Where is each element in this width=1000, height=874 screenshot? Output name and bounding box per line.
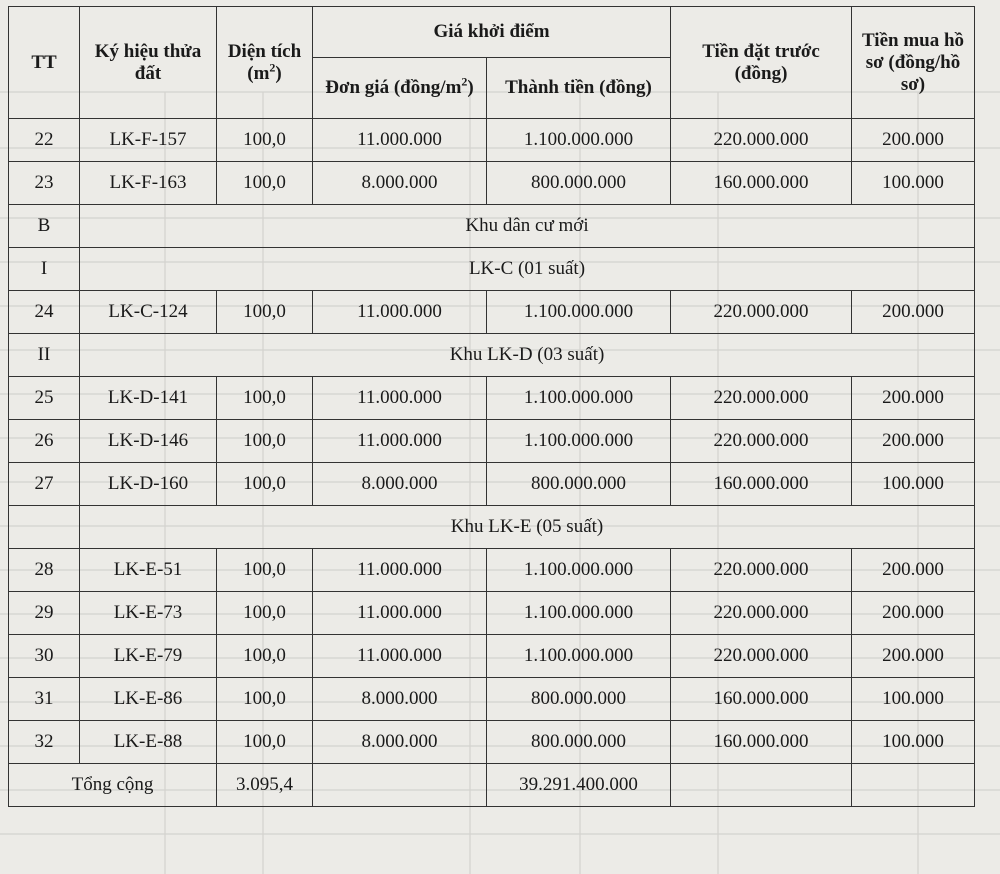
cell-area: 100,0 [217,119,313,162]
dien-tich-sup: 2 [269,60,276,75]
cell-area: 100,0 [217,635,313,678]
cell-total: 1.100.000.000 [487,119,671,162]
cell-deposit: 160.000.000 [671,463,852,506]
section-row-b [9,205,975,248]
cell-code: LK-D-146 [80,420,217,463]
cell-deposit: 220.000.000 [671,119,852,162]
cell-code: LK-C-124 [80,291,217,334]
cell-deposit: 220.000.000 [671,291,852,334]
total-row [9,764,975,807]
cell-price: 11.000.000 [313,420,487,463]
table-row [9,721,975,764]
section-label: Khu dân cư mới [80,205,975,248]
cell-fee: 200.000 [852,119,975,162]
cell-fee: 200.000 [852,549,975,592]
cell-area: 100,0 [217,678,313,721]
don-gia-close: ) [467,77,474,98]
cell-tt: 24 [9,291,80,334]
table-row [9,592,975,635]
cell-price: 8.000.000 [313,162,487,205]
table-row [9,678,975,721]
total-empty-fee [852,764,975,807]
cell-fee: 100.000 [852,678,975,721]
cell-price: 8.000.000 [313,463,487,506]
section-tt: B [9,205,80,248]
cell-deposit: 160.000.000 [671,162,852,205]
cell-area: 100,0 [217,420,313,463]
cell-area: 100,0 [217,377,313,420]
cell-fee: 200.000 [852,592,975,635]
total-empty-price [313,764,487,807]
group-row-lk-c [9,248,975,291]
cell-deposit: 220.000.000 [671,635,852,678]
cell-price: 8.000.000 [313,721,487,764]
cell-area: 100,0 [217,721,313,764]
table-row [9,549,975,592]
cell-tt: 22 [9,119,80,162]
table-row [9,635,975,678]
dien-tich-close: ) [275,62,282,84]
cell-deposit: 220.000.000 [671,549,852,592]
don-gia-sup: 2 [461,74,468,89]
total-empty-deposit [671,764,852,807]
cell-fee: 100.000 [852,162,975,205]
don-gia-text: Đơn giá (đồng/m [325,77,462,98]
cell-tt: 26 [9,420,80,463]
cell-total: 800.000.000 [487,678,671,721]
land-price-table [8,6,975,807]
cell-fee: 200.000 [852,420,975,463]
cell-code: LK-E-88 [80,721,217,764]
table-row [9,119,975,162]
total-area: 3.095,4 [217,764,313,807]
group-row-lk-d [9,334,975,377]
cell-fee: 200.000 [852,635,975,678]
col-header-dien-tich [217,7,313,119]
col-header-tt: TT [9,7,80,119]
cell-total: 800.000.000 [487,463,671,506]
cell-total: 800.000.000 [487,162,671,205]
cell-price: 11.000.000 [313,549,487,592]
col-header-don-gia [313,58,487,119]
cell-deposit: 160.000.000 [671,721,852,764]
group-label: Khu LK-D (03 suất) [80,334,975,377]
total-amount: 39.291.400.000 [487,764,671,807]
cell-deposit: 220.000.000 [671,592,852,635]
cell-tt: 25 [9,377,80,420]
cell-area: 100,0 [217,162,313,205]
cell-tt: 27 [9,463,80,506]
cell-tt: 28 [9,549,80,592]
cell-code: LK-F-163 [80,162,217,205]
col-header-ky-hieu: Ký hiệu thửa đất [80,7,217,119]
cell-tt: 23 [9,162,80,205]
cell-fee: 200.000 [852,377,975,420]
cell-area: 100,0 [217,592,313,635]
cell-code: LK-E-51 [80,549,217,592]
cell-tt: 31 [9,678,80,721]
cell-tt: 32 [9,721,80,764]
cell-area: 100,0 [217,291,313,334]
cell-tt: 30 [9,635,80,678]
cell-tt: 29 [9,592,80,635]
group-row-lk-e [9,506,975,549]
cell-deposit: 220.000.000 [671,420,852,463]
group-label: LK-C (01 suất) [80,248,975,291]
cell-price: 11.000.000 [313,119,487,162]
col-header-tien-mua-ho-so: Tiền mua hồ sơ (đồng/hồ sơ) [852,7,975,119]
cell-code: LK-F-157 [80,119,217,162]
cell-deposit: 220.000.000 [671,377,852,420]
cell-total: 1.100.000.000 [487,549,671,592]
total-label: Tổng cộng [9,764,217,807]
cell-total: 1.100.000.000 [487,377,671,420]
cell-fee: 100.000 [852,463,975,506]
cell-total: 1.100.000.000 [487,635,671,678]
cell-code: LK-E-86 [80,678,217,721]
group-tt [9,506,80,549]
col-header-tien-dat-truoc: Tiền đặt trước (đồng) [671,7,852,119]
cell-deposit: 160.000.000 [671,678,852,721]
dien-tich-text: Diện tích (m [227,40,302,84]
cell-code: LK-E-79 [80,635,217,678]
cell-fee: 100.000 [852,721,975,764]
col-header-gia-khoi-diem: Giá khởi điểm [313,7,671,58]
group-label: Khu LK-E (05 suất) [80,506,975,549]
table-row [9,377,975,420]
cell-total: 1.100.000.000 [487,592,671,635]
col-header-thanh-tien: Thành tiền (đồng) [487,58,671,119]
cell-code: LK-E-73 [80,592,217,635]
cell-total: 1.100.000.000 [487,420,671,463]
table-row [9,420,975,463]
cell-price: 11.000.000 [313,377,487,420]
cell-code: LK-D-160 [80,463,217,506]
group-tt: II [9,334,80,377]
cell-code: LK-D-141 [80,377,217,420]
cell-area: 100,0 [217,463,313,506]
cell-price: 8.000.000 [313,678,487,721]
cell-area: 100,0 [217,549,313,592]
table-row [9,291,975,334]
cell-price: 11.000.000 [313,635,487,678]
table-row [9,162,975,205]
group-tt: I [9,248,80,291]
cell-total: 1.100.000.000 [487,291,671,334]
cell-price: 11.000.000 [313,592,487,635]
cell-price: 11.000.000 [313,291,487,334]
table-row [9,463,975,506]
cell-fee: 200.000 [852,291,975,334]
cell-total: 800.000.000 [487,721,671,764]
table-header-row-1 [9,7,975,58]
